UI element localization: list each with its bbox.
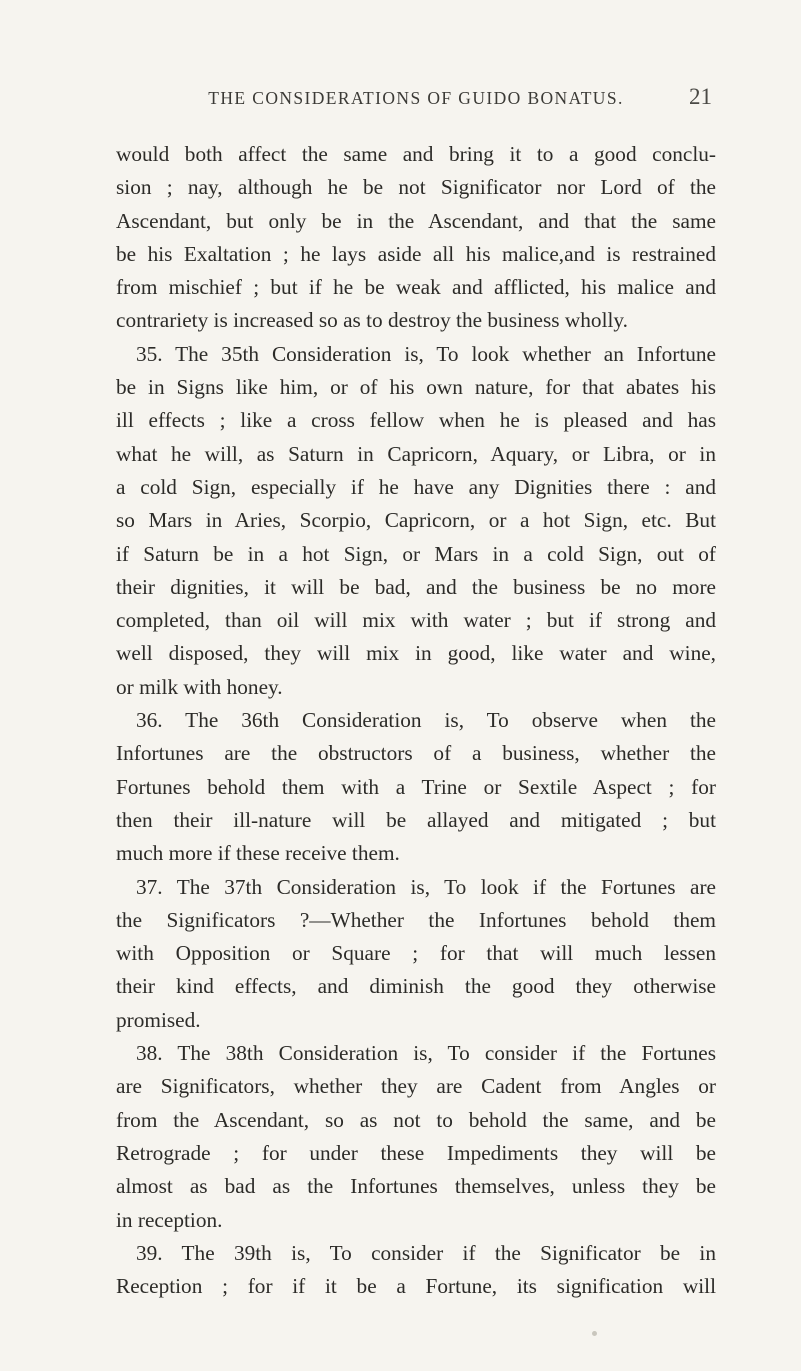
text-line: with Opposition or Square ; for that will much lessen <box>116 941 716 966</box>
text-line: 38. The 38th Consideration is, To consider if the Fortunes <box>136 1041 716 1066</box>
text-line: much more if these receive them. <box>116 841 400 866</box>
text-line: if Saturn be in a hot Sign, or Mars in a cold Sign, out of <box>116 541 716 566</box>
text-line: Infortunes are the obstructors of a business, whether the <box>116 741 716 766</box>
text-line: contrariety is increased so as to destroy the business wholly. <box>116 308 628 333</box>
text-line: completed, than oil will mix with water ; but if strong and <box>116 608 716 633</box>
text-line: Reception ; for if it be a Fortune, its signification will <box>116 1274 716 1299</box>
text-line: 37. The 37th Consideration is, To look if the Fortunes are <box>136 874 716 899</box>
running-title: THE CONSIDERATIONS OF GUIDO BONATUS. <box>208 88 624 108</box>
text-line: Ascendant, but only be in the Ascendant, and that the same <box>116 208 716 233</box>
text-line: almost as bad as the Infortunes themselves, unless they be <box>116 1174 716 1199</box>
text-line: sion ; nay, although he be not Significator nor Lord of the <box>116 175 716 200</box>
text-line: from mischief ; but if he be weak and afflicted, his malice and <box>116 275 716 300</box>
text-line: promised. <box>116 1007 201 1032</box>
text-line: their kind effects, and diminish the good they otherwise <box>116 974 716 999</box>
paper-speck <box>592 1331 597 1336</box>
text-line: the Significators ?—Whether the Infortunes behold them <box>116 907 716 932</box>
text-line: then their ill-nature will be allayed and mitigated ; but <box>116 807 716 832</box>
text-line: what he will, as Saturn in Capricorn, Aquary, or Libra, or in <box>116 441 716 466</box>
text-line: or milk with honey. <box>116 674 283 699</box>
text-line: be in Signs like him, or of his own nature, for that abates his <box>116 375 716 400</box>
running-head <box>120 84 712 114</box>
text-line: ill effects ; like a cross fellow when he is pleased and has <box>116 408 716 433</box>
text-line: 35. The 35th Consideration is, To look whether an Infortune <box>136 341 716 366</box>
text-line: Retrograde ; for under these Impediments they will be <box>116 1140 716 1165</box>
text-line: 36. The 36th Consideration is, To observe when the <box>136 708 716 733</box>
body-text <box>116 138 716 1303</box>
text-line: from the Ascendant, so as not to behold the same, and be <box>116 1107 716 1132</box>
text-line: be his Exaltation ; he lays aside all his malice,and is restrained <box>116 241 716 266</box>
text-line: so Mars in Aries, Scorpio, Capricorn, or a hot Sign, etc. But <box>116 508 716 533</box>
text-line: well disposed, they will mix in good, like water and wine, <box>116 641 716 666</box>
text-line: are Significators, whether they are Cadent from Angles or <box>116 1074 716 1099</box>
text-line: 39. The 39th is, To consider if the Significator be in <box>136 1240 716 1265</box>
text-line: a cold Sign, especially if he have any Dignities there : and <box>116 474 716 499</box>
text-line: their dignities, it will be bad, and the business be no more <box>116 574 716 599</box>
page-number: 21 <box>689 84 712 109</box>
text-line: in reception. <box>116 1207 223 1232</box>
text-line: would both affect the same and bring it to a good conclu- <box>116 142 716 166</box>
text-line: Fortunes behold them with a Trine or Sextile Aspect ; for <box>116 774 716 799</box>
